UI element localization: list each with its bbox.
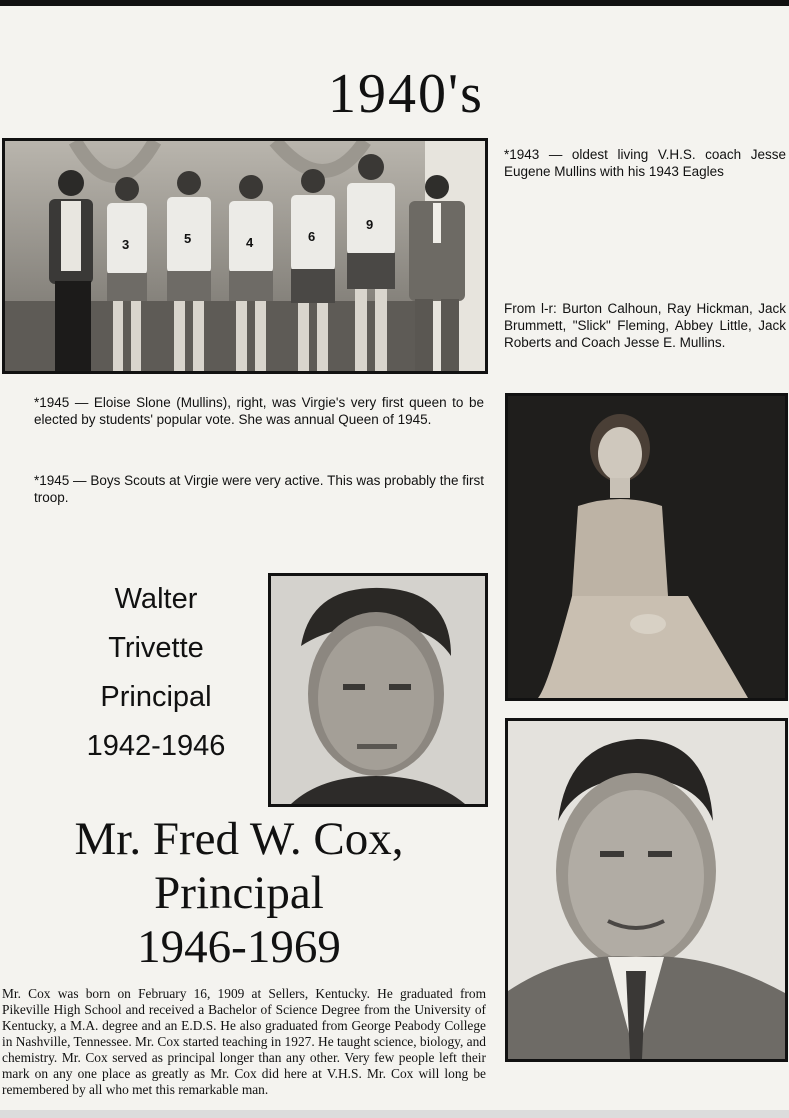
cox-headline-name: Mr. Fred W. Cox, — [74, 813, 404, 865]
cox-headline-role: Principal — [154, 867, 324, 919]
cox-headline-years: 1946-1969 — [137, 921, 341, 973]
caption-scouts-1945: *1945 — Boys Scouts at Virgie were very active. This was probably the first troop. — [34, 473, 484, 505]
trivette-last-name: Trivette — [108, 632, 204, 664]
bottom-border — [0, 1110, 789, 1118]
jersey-number: 5 — [184, 231, 192, 246]
team-photo — [2, 138, 488, 374]
trivette-label — [40, 575, 272, 771]
caption-queen-1945: *1945 — Eloise Slone (Mullins), right, was Virgie's very first queen to be elected by students' popular vote. She was annual Queen of 1945. — [34, 395, 484, 427]
caption-1943-coach: *1943 — oldest living V.H.S. coach Jesse Eugene Mullins with his 1943 Eagles — [504, 147, 786, 179]
page-title: 1940's — [328, 63, 484, 125]
cox-photo-image — [508, 721, 785, 1059]
jersey-number: 3 — [122, 237, 130, 252]
trivette-role: Principal — [100, 681, 212, 713]
caption-team-names: From l-r: Burton Calhoun, Ray Hickman, Jack Brummett, "Slick" Fleming, Abbey Little, Jack Roberts and Coach Jesse E. Mullins. — [504, 301, 786, 350]
jersey-number: 6 — [308, 229, 316, 244]
trivette-years: 1942-1946 — [86, 730, 226, 762]
queen-photo — [505, 393, 788, 701]
jersey-number: 4 — [246, 235, 254, 250]
trivette-photo — [268, 573, 488, 807]
queen-photo-image — [508, 396, 785, 698]
trivette-first-name: Walter — [114, 583, 198, 615]
trivette-photo-image — [271, 576, 485, 804]
top-border — [0, 0, 789, 6]
jersey-number: 9 — [366, 217, 374, 232]
cox-biography: Mr. Cox was born on February 16, 1909 at Sellers, Kentucky. He graduated from Pikeville High School and received a Bachelor of Science Degree from the University of Kentucky, a M.A. degree and an E.D.S. He also graduated from George Peabody College in Nashville, Tennessee. Mr. Cox started teaching in 1927. He taught science, biology, and chemistry. Mr. Cox served as principal longer than any other. Very few people left their mark on any one place as greatly as Mr. Cox did here at V.H.S. Mr. Cox will long be remembered by all who met this remarkable man. — [2, 986, 486, 1097]
cox-photo — [505, 718, 788, 1062]
cox-headline — [0, 812, 478, 974]
